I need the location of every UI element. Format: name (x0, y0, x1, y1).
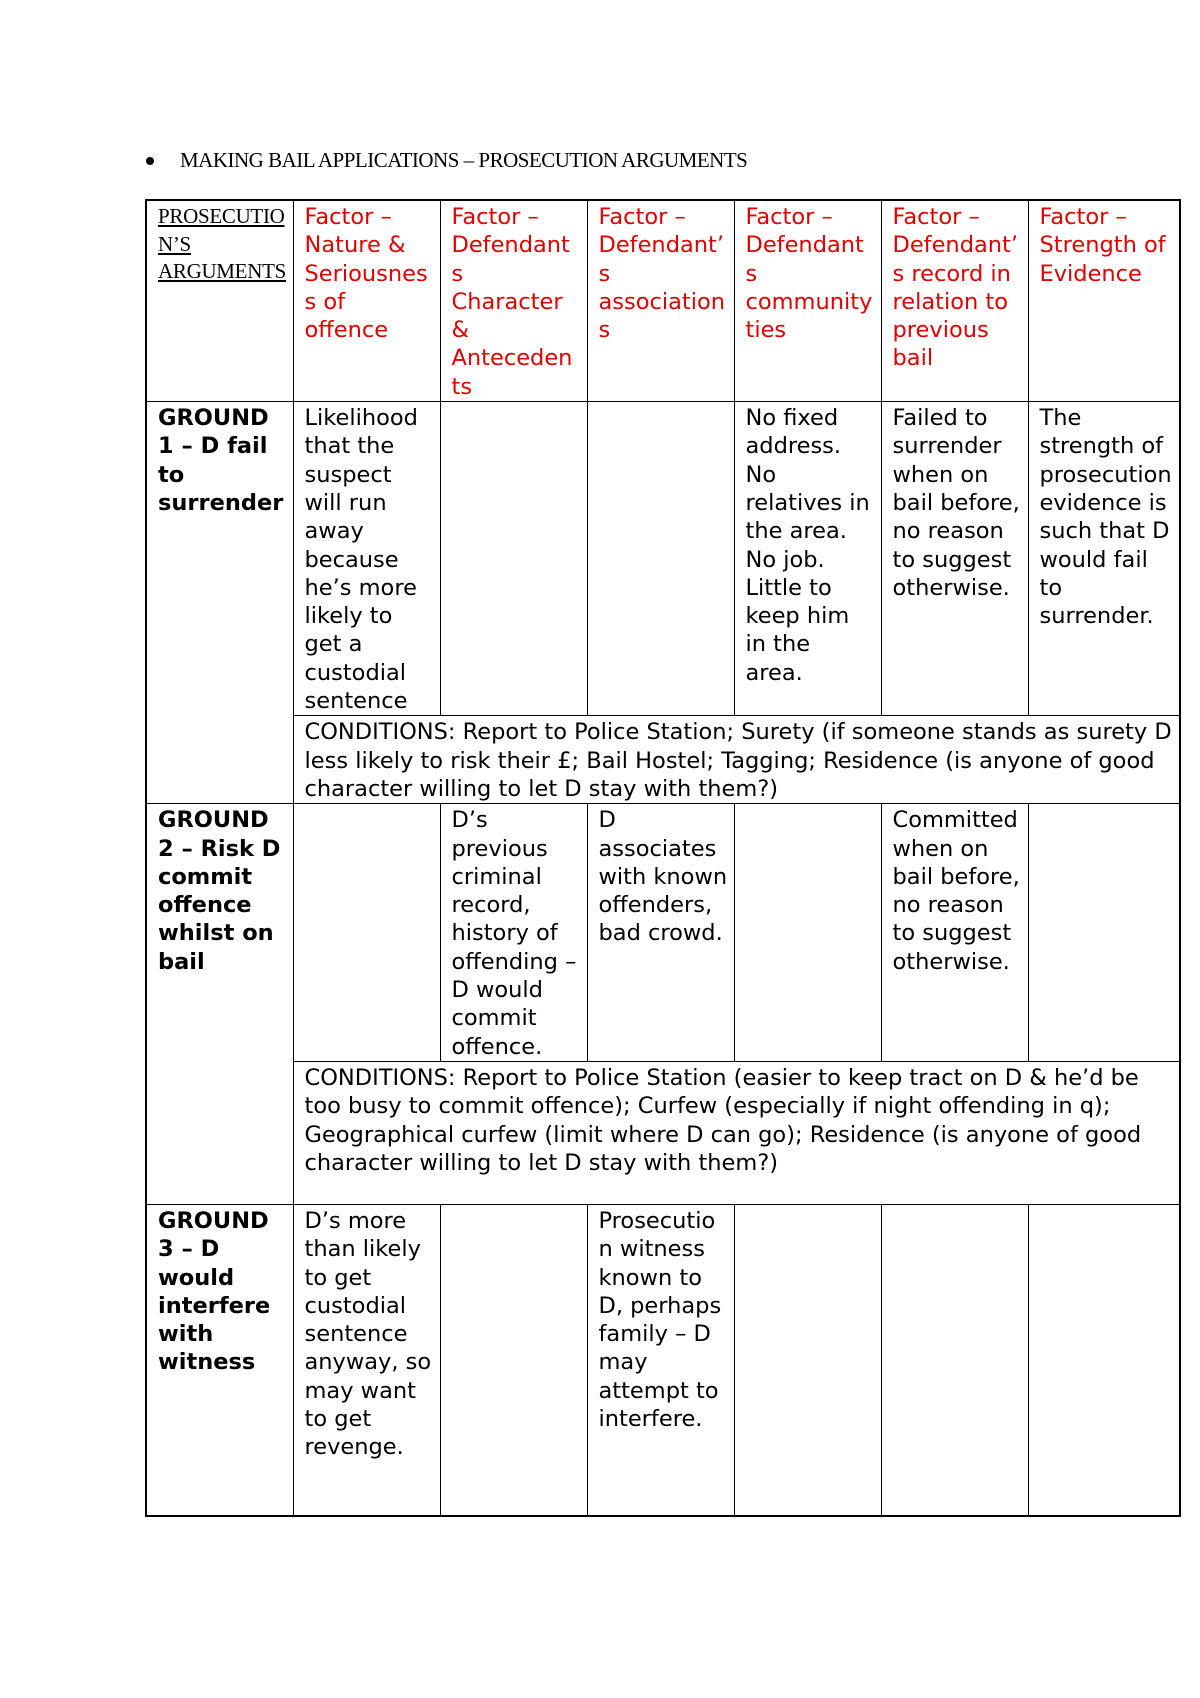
ground-3-row (146, 1204, 1180, 1516)
ground-2-conditions: CONDITIONS: Report to Police Station (easier to keep tract on D & he’d be too busy to commit offence); Curfew (especially if night offending in q); Geographical curfew (limit where D can go); Residence (is anyone of good character willing to let D stay with them?) (293, 1061, 1180, 1204)
header-factor-community-ties: Factor – Defendants community ties (734, 200, 881, 402)
table-cell (1028, 804, 1180, 1062)
table-cell (881, 1204, 1028, 1516)
ground-1-row (146, 402, 1180, 716)
section-heading (146, 148, 747, 173)
ground-1-conditions-row (146, 716, 1180, 804)
table-cell: Committed when on bail before, no reason to suggest otherwise. (881, 804, 1028, 1062)
header-factor-previous-bail: Factor – Defendant’s record in relation to previous bail (881, 200, 1028, 402)
table-cell: D associates with known offenders, bad crowd. (587, 804, 734, 1062)
table-cell: Likelihood that the suspect will run away because he’s more likely to get a custodial sentence (293, 402, 440, 716)
bail-arguments-table (145, 199, 1181, 1517)
header-factor-associations: Factor – Defendant’s associations (587, 200, 734, 402)
ground-2-label: GROUND 2 – Risk D commit offence whilst on bail (146, 804, 293, 1205)
header-factor-nature: Factor – Nature & Seriousness of offence (293, 200, 440, 402)
table-cell: Prosecution witness known to D, perhaps family – D may attempt to interfere. (587, 1204, 734, 1516)
header-factor-character: Factor – Defendants Character & Antecedents (440, 200, 587, 402)
table-cell: No fixed address. No relatives in the area. No job. Little to keep him in the area. (734, 402, 881, 716)
header-factor-evidence: Factor – Strength of Evidence (1028, 200, 1180, 402)
table-cell: Failed to surrender when on bail before, no reason to suggest otherwise. (881, 402, 1028, 716)
ground-3-label: GROUND 3 – D would interfere with witness (146, 1204, 293, 1516)
bullet-icon (146, 157, 154, 165)
ground-1-label: GROUND 1 – D fail to surrender (146, 402, 293, 804)
header-prosecution-arguments: PROSECUTION’S ARGUMENTS (146, 200, 293, 402)
ground-2-conditions-row (146, 1061, 1180, 1204)
ground-1-conditions: CONDITIONS: Report to Police Station; Surety (if someone stands as surety D less likely to risk their £; Bail Hostel; Tagging; Residence (is anyone of good character willing to let D stay with them?) (293, 716, 1180, 804)
table-cell (587, 402, 734, 716)
table-cell (293, 804, 440, 1062)
header-row (146, 200, 1180, 402)
table-cell: The strength of prosecution evidence is such that D would fail to surrender. (1028, 402, 1180, 716)
table-cell (440, 402, 587, 716)
table-cell: D’s more than likely to get custodial sentence anyway, so may want to get revenge. (293, 1204, 440, 1516)
ground-2-row (146, 804, 1180, 1062)
table-cell (734, 804, 881, 1062)
table-cell: D’s previous criminal record, history of offending – D would commit offence. (440, 804, 587, 1062)
table-cell (440, 1204, 587, 1516)
heading-text: MAKING BAIL APPLICATIONS – PROSECUTION ARGUMENTS (180, 148, 748, 172)
table-cell (734, 1204, 881, 1516)
table-cell (1028, 1204, 1180, 1516)
